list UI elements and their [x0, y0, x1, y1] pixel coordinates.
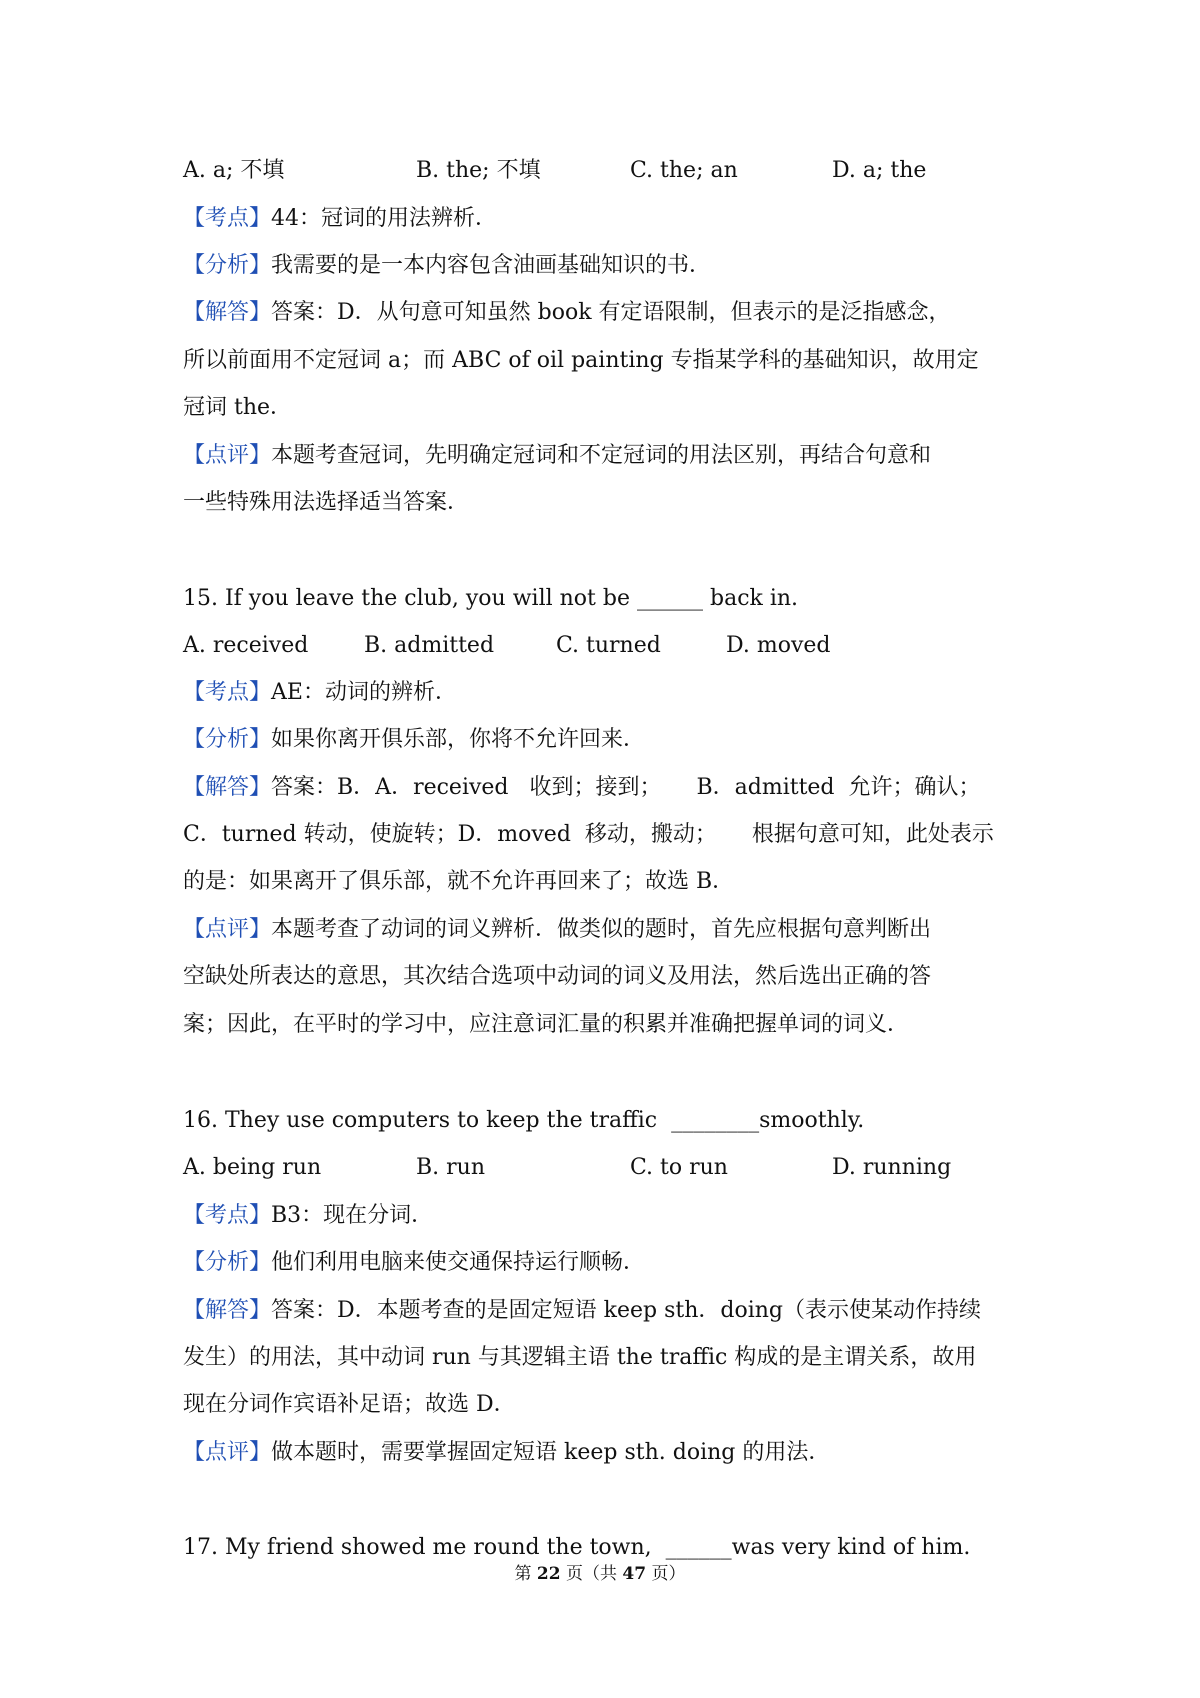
q14-option-b: B. the; 不填: [416, 158, 541, 183]
q15-jieda: [183, 773, 1033, 803]
dianping-tag: 【点评】: [183, 1440, 272, 1465]
q14-jieda-line-2: 所以前面用不定冠词 a；而 ABC of oil painting 专指某学科的基础知识，故用定: [183, 348, 979, 373]
q16-jieda-line-2: 发生）的用法，其中动词 run 与其逻辑主语 the traffic 构成的是主谓关系，故用: [183, 1345, 977, 1370]
q16-option-c: C. to run: [630, 1155, 728, 1180]
fenxi-tag: 【分析】: [183, 1250, 272, 1275]
kaodian-tag: 【考点】: [183, 680, 272, 705]
q14-option-a: A. a; 不填: [183, 158, 285, 183]
q16-stem-after: smoothly.: [759, 1108, 865, 1133]
q14-dianping-line-1: 本题考查冠词，先明确定冠词和不定冠词的用法区别，再结合句意和: [271, 443, 932, 468]
dianping-tag: 【点评】: [183, 917, 272, 942]
kaodian-tag: 【考点】: [183, 206, 272, 231]
q14-dianping: [183, 441, 1033, 471]
q15-dianping-line-2: 空缺处所表达的意思，其次结合选项中动词的词义及用法，然后选出正确的答: [183, 964, 932, 989]
fenxi-tag: 【分析】: [183, 253, 272, 278]
footer-total-pages: 47: [622, 1564, 647, 1584]
q16-option-a: A. being run: [183, 1155, 322, 1180]
jieda-tag: 【解答】: [183, 300, 272, 325]
q15-option-c: C. turned: [556, 633, 661, 658]
q15-option-a: A. received: [183, 633, 309, 658]
q15-fenxi: [183, 725, 1033, 755]
q14-option-d: D. a; the: [832, 158, 927, 183]
q16-option-d: D. running: [832, 1155, 952, 1180]
q15-jieda-line-3: 的是：如果离开了俱乐部，就不允许再回来了；故选 B．: [183, 869, 735, 894]
q16-stem-before: 16. They use computers to keep the traffic: [183, 1108, 672, 1133]
q14-kaodian-text: 44：冠词的用法辨析．: [271, 206, 498, 231]
q16-stem: [183, 1106, 1033, 1136]
q17-stem: [183, 1533, 1033, 1563]
q14-kaodian: [183, 204, 1033, 234]
q16-blank: ________: [671, 1108, 760, 1133]
q15-stem: [183, 584, 1033, 614]
q15-kaodian-text: AE：动词的辨析．: [271, 680, 457, 705]
footer-prefix: 第: [514, 1564, 537, 1584]
q14-jieda-line-3: 冠词 the．: [183, 395, 293, 420]
page-footer: [0, 1562, 1200, 1586]
jieda-tag: 【解答】: [183, 775, 272, 800]
q14-fenxi-text: 我需要的是一本内容包含油画基础知识的书．: [271, 253, 712, 278]
kaodian-tag: 【考点】: [183, 1203, 272, 1228]
q16-dianping-line-1: 做本题时，需要掌握固定短语 keep sth. doing 的用法．: [271, 1440, 831, 1465]
dianping-tag: 【点评】: [183, 443, 272, 468]
fenxi-tag: 【分析】: [183, 727, 272, 752]
q15-fenxi-text: 如果你离开俱乐部，你将不允许回来．: [271, 727, 646, 752]
footer-middle: 页（共: [560, 1564, 623, 1584]
q15-dianping-line-1: 本题考查了动词的词义辨析．做类似的题时，首先应根据句意判断出: [271, 917, 932, 942]
q16-kaodian-text: B3：现在分词．: [271, 1203, 434, 1228]
footer-page-number: 22: [536, 1564, 561, 1584]
q16-dianping: [183, 1438, 1033, 1468]
q16-jieda-line-1: 答案：D．本题考查的是固定短语 keep sth．doing（表示使某动作持续: [271, 1298, 982, 1323]
q16-fenxi: [183, 1248, 1033, 1278]
q16-jieda-line-3: 现在分词作宾语补足语；故选 D．: [183, 1392, 516, 1417]
q14-fenxi: [183, 251, 1033, 281]
q14-dianping-line-2: 一些特殊用法选择适当答案．: [183, 490, 470, 515]
q16-fenxi-text: 他们利用电脑来使交通保持运行顺畅．: [271, 1250, 646, 1275]
jieda-tag: 【解答】: [183, 1298, 272, 1323]
q15-jieda-line-1: 答案：B．A．received 收到；接到； B．admitted 允许；确认；: [271, 775, 981, 800]
q14-jieda: [183, 298, 1033, 328]
q15-stem-before: 15. If you leave the club, you will not be: [183, 586, 637, 611]
q15-dianping-line-3: 案；因此，在平时的学习中，应注意词汇量的积累并准确把握单词的词义．: [183, 1012, 910, 1037]
q15-option-d: D. moved: [726, 633, 831, 658]
q17-blank: ______: [665, 1535, 732, 1560]
q15-blank: ______: [637, 586, 703, 611]
q14-jieda-line-1: 答案：D．从句意可知虽然 book 有定语限制，但表示的是泛指感念，: [271, 300, 951, 325]
q16-jieda: [183, 1296, 1033, 1326]
q16-kaodian: [183, 1201, 1033, 1231]
q15-option-b: B. admitted: [364, 633, 495, 658]
q17-stem-after: was very kind of him.: [731, 1535, 971, 1560]
q16-option-b: B. run: [416, 1155, 486, 1180]
q14-option-c: C. the; an: [630, 158, 738, 183]
q15-dianping: [183, 915, 1033, 945]
q15-jieda-line-2: C．turned 转动，使旋转；D．moved 移动，搬动； 根据句意可知，此处表示: [183, 822, 994, 847]
q15-stem-after: back in.: [703, 586, 799, 611]
q15-kaodian: [183, 678, 1033, 708]
q17-stem-before: 17. My friend showed me round the town,: [183, 1535, 666, 1560]
footer-suffix: 页）: [646, 1564, 686, 1584]
